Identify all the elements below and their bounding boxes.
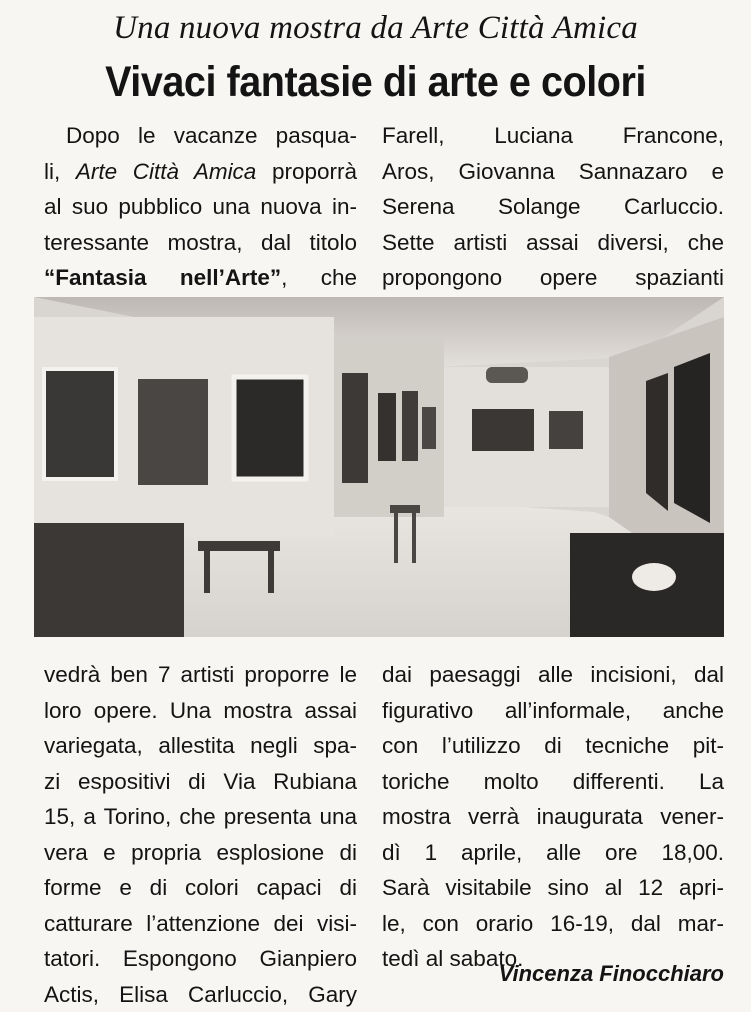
text-line: le, con orario 16-19, dal mar- [382,906,724,942]
text-line: tatori. Espongono Gianpiero [44,941,357,977]
text-line: tedì al sabato. [382,941,724,977]
text-line: forme e di colori capaci di [44,870,357,906]
gallery-interior-illustration [34,297,724,637]
text-line: dai paesaggi alle incisioni, dal [382,657,724,693]
text-line: propongono opere spazianti [382,260,724,296]
text-line: Sarà visitabile sino al 12 apri- [382,870,724,906]
text-line: mostra verrà inaugurata vener- [382,799,724,835]
text-line: al suo pubblico una nuova in- [44,189,357,225]
text-line: Aros, Giovanna Sannazaro e [382,154,724,190]
article-column-1 [44,118,357,296]
article-column-3 [44,657,357,1012]
text-line: Dopo le vacanze pasqua- [44,118,357,154]
text-line: li, Arte Città Amica proporrà [44,154,357,190]
article-kicker: Una nuova mostra da Arte Città Amica [0,8,751,48]
text-line: toriche molto differenti. La [382,764,724,800]
article-column-4 [382,657,724,977]
text-line: teressante mostra, dal titolo [44,225,357,261]
text-line: Sette artisti assai diversi, che [382,225,724,261]
text-line: loro opere. Una mostra assai [44,693,357,729]
text-line: figurativo all’informale, anche [382,693,724,729]
article-column-2 [382,118,724,296]
exhibition-title: “Fantasia nell’Arte” [44,265,281,290]
gallery-name: Arte Città Amica [76,159,256,184]
author-byline: Vincenza Finocchiaro [382,956,724,992]
text-line: vera e propria esplosione di [44,835,357,871]
text-line: catturare l’attenzione dei visi- [44,906,357,942]
text-line: 15, a Torino, che presenta una [44,799,357,835]
text-line: Serena Solange Carluccio. [382,189,724,225]
text-line: Actis, Elisa Carluccio, Gary [44,977,357,1012]
text-line: “Fantasia nell’Arte”, che [44,260,357,296]
gallery-photo [34,297,724,637]
text-line: Farell, Luciana Francone, [382,118,724,154]
text-line: variegata, allestita negli spa- [44,728,357,764]
article-headline: Vivaci fantasie di arte e colori [30,54,721,110]
text-line: dì 1 aprile, alle ore 18,00. [382,835,724,871]
text-line: zi espositivi di Via Rubiana [44,764,357,800]
text-line: vedrà ben 7 artisti proporre le [44,657,357,693]
text-line: con l’utilizzo di tecniche pit- [382,728,724,764]
